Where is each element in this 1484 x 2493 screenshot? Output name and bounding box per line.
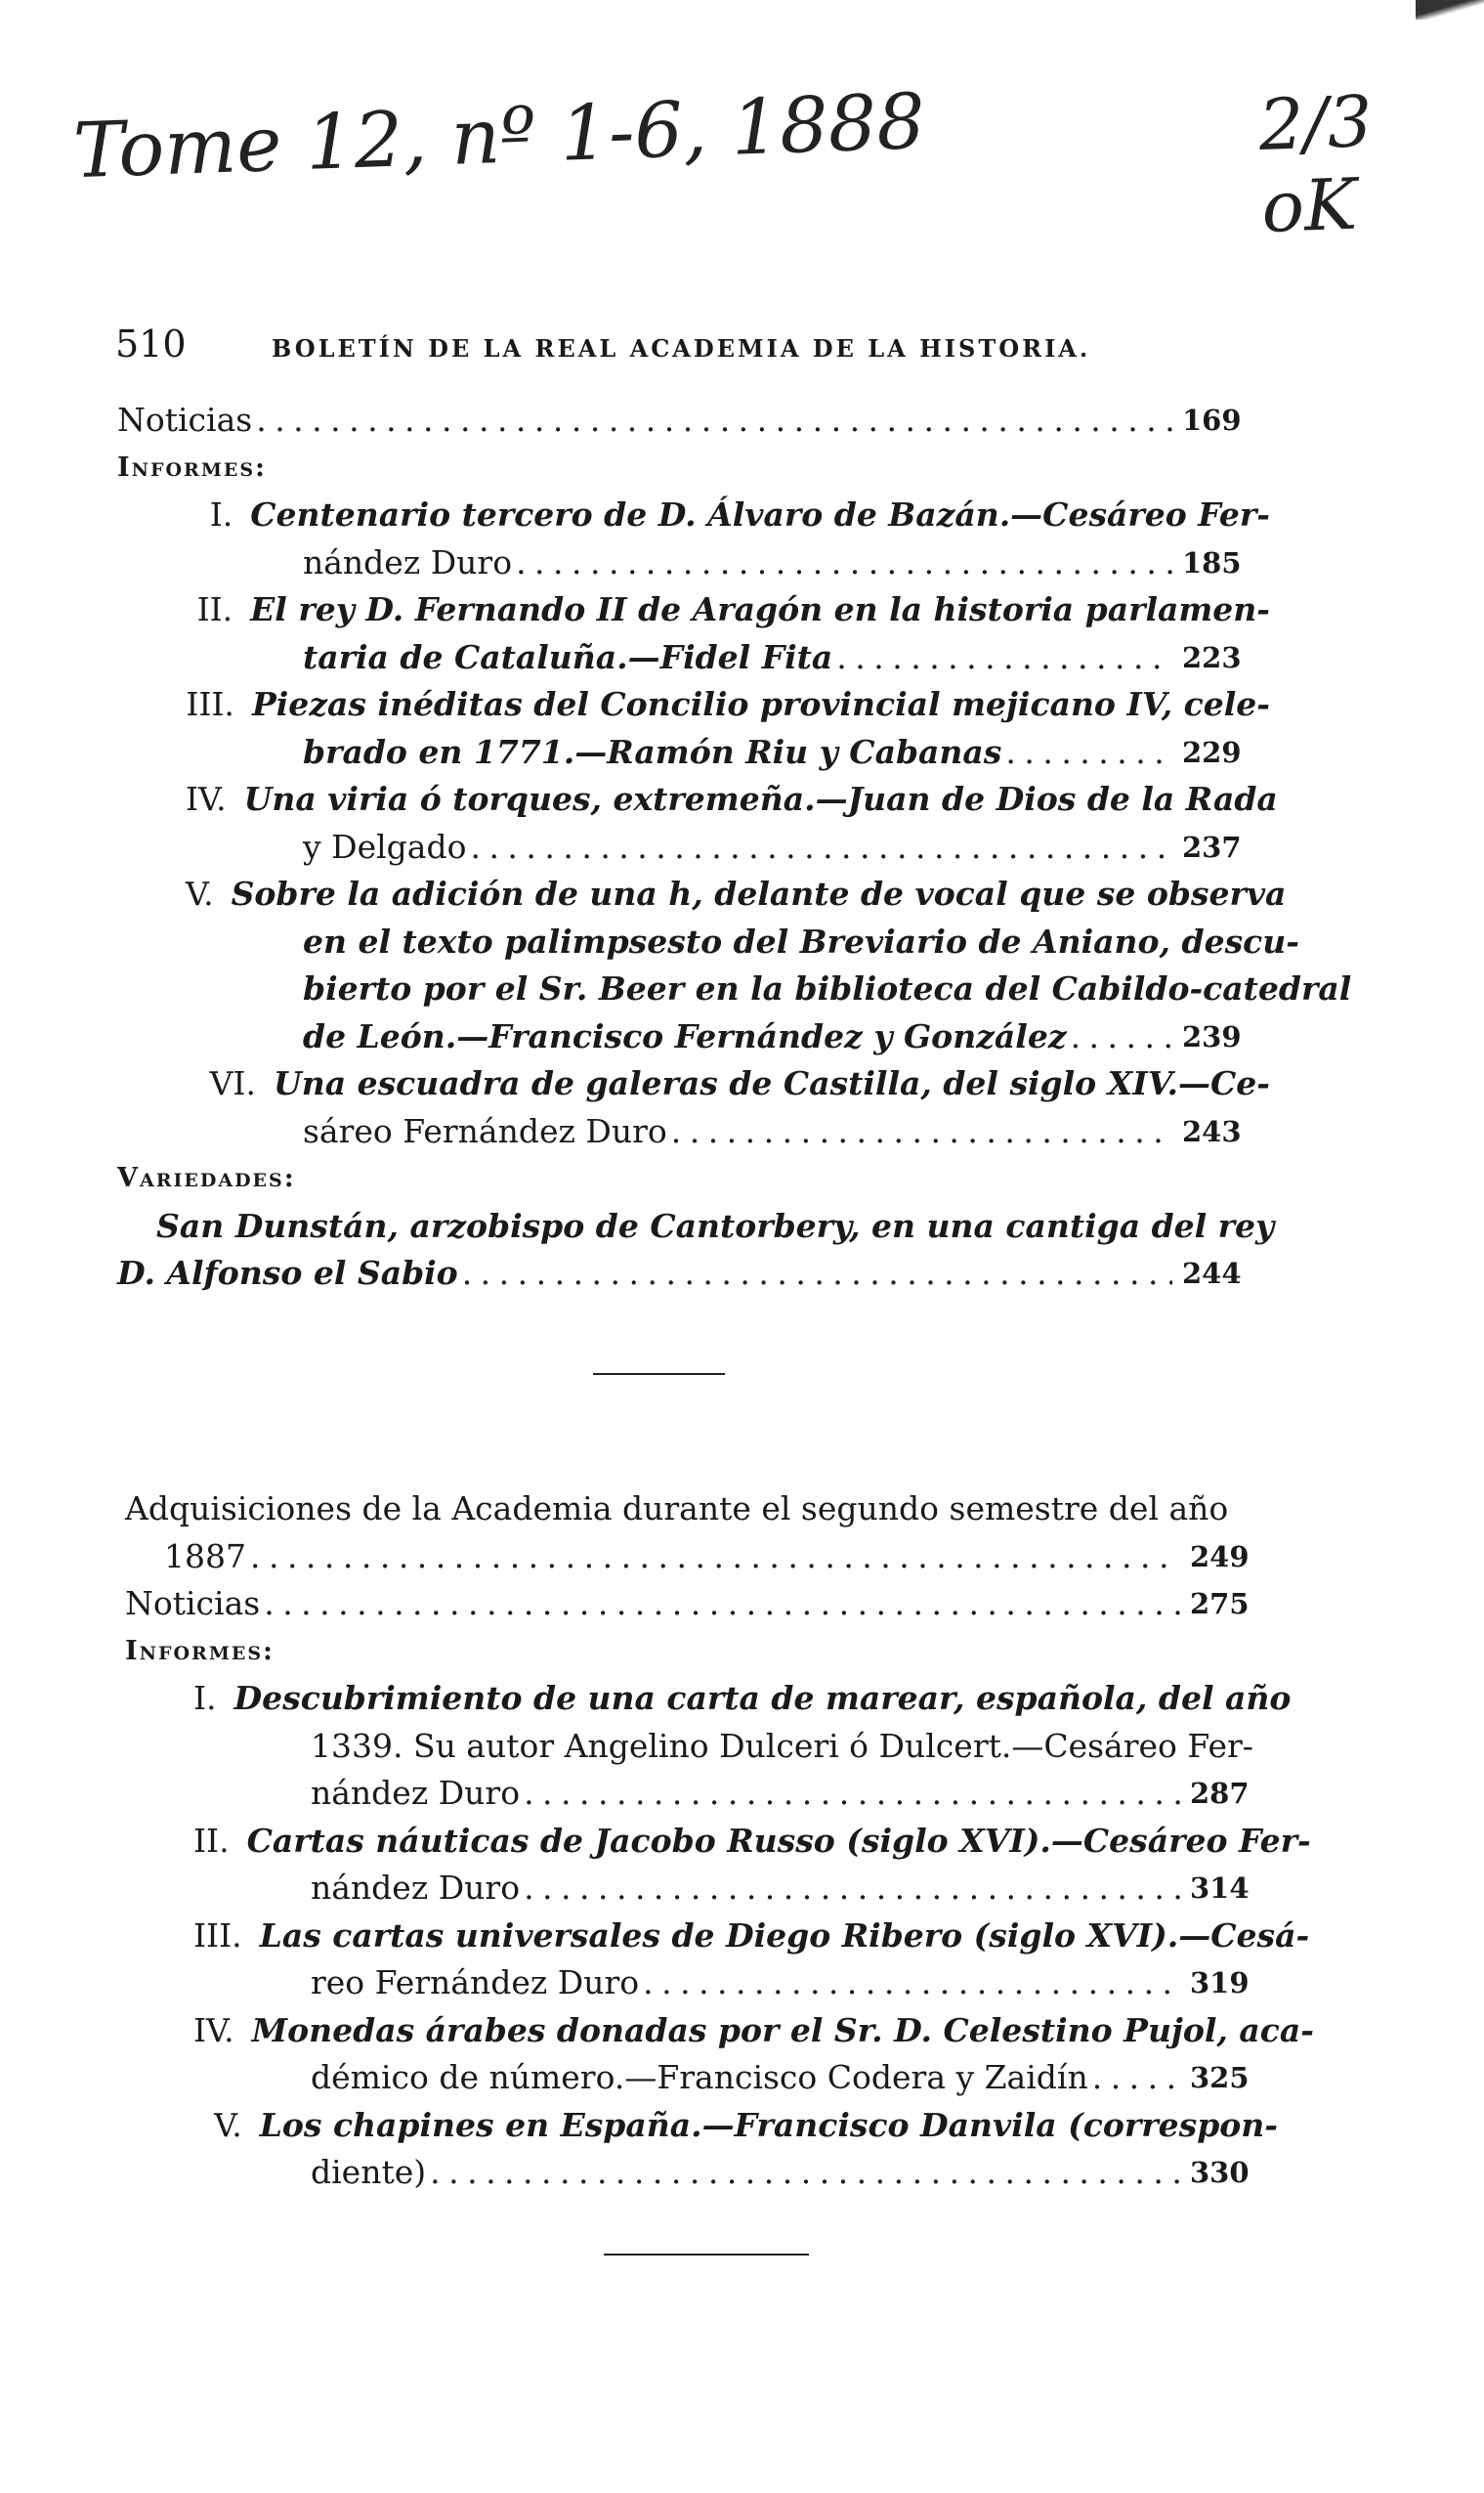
toc-entry-2-V: V. Los chapines en España.—Francisco Danvila (correspon- [214, 2105, 1278, 2144]
toc-heading-informes-2: Informes: [125, 1635, 276, 1666]
toc-page: 237 [1182, 830, 1242, 864]
scan-corner-mark [1416, 0, 1484, 20]
toc-page: 314 [1190, 1871, 1250, 1905]
toc-page: 223 [1182, 640, 1242, 674]
contents-section-1: Noticias . . . 169 Informes: I. Centenario tercero de D. Álvaro de Bazán.—Cesáreo Fer- nández Duro . . . 185 II. El rey D. Fernando II de Aragón en la historia parlamen- taria de Cataluña.—Fidel Fita . . . 223 III. Piezas inéditas del Concilio provincial mejicano IV, cele- brado en 1771.—Ramón Riu y Cabanas . . . 229 IV. Una viria ó torques, extremeña.—Juan de Dios de la Rada y Delgado . . . 237 V. Sobre la adición de una h, delante de vocal que se observa en el texto palimpsesto del Breviario de Aniano, descu- bierto por el Sr. Beer en la biblioteca del Cabildo-catedral de León.—Francisco Fernández y González . . . 239 VI. Una escuadra de galeras de Castilla, del siglo XIV.—Ce- sáreo Fernández Duro . . . 243 Variedades: San Dunstán, arzobispo de Cantorbery, en una cantiga del rey D. Alfonso el Sabio . . . 244 [117, 397, 1270, 1298]
toc-entry-noticias: Noticias . . . 169 [117, 397, 1270, 445]
journal-title: BOLETÍN DE LA REAL ACADEMIA DE LA HISTORIA. [272, 334, 1091, 363]
toc-page: 239 [1182, 1019, 1242, 1053]
section-divider-end [604, 2254, 809, 2256]
toc-page: 244 [1182, 1257, 1242, 1290]
toc-entry-1-II: II. El rey D. Fernando II de Aragón en la historia parlamen- [196, 590, 1270, 628]
toc-entry-adquisiciones: Adquisiciones de la Academia durante el segundo semestre del año [125, 1489, 1229, 1527]
toc-entry-variedades: San Dunstán, arzobispo de Cantorbery, en una cantiga del rey [156, 1206, 1275, 1245]
toc-page: 287 [1190, 1777, 1250, 1810]
section-divider [593, 1373, 725, 1375]
toc-page: 249 [1190, 1539, 1250, 1573]
toc-entry-1-III: III. Piezas inéditas del Concilio provincial mejicano IV, cele- [186, 685, 1270, 723]
toc-page: 243 [1182, 1114, 1242, 1148]
running-header [115, 322, 1190, 365]
handwritten-check-note: 2/3 oK [1257, 80, 1374, 248]
toc-entry-2-I: I. Descubrimiento de una carta de marear, española, del año [193, 1679, 1292, 1717]
toc-page: 185 [1182, 545, 1242, 580]
handwritten-volume-note: Tome 12, nº 1-6, 1888 [71, 77, 927, 196]
toc-entry-1-VI: VI. Una escuadra de galeras de Castilla, del siglo XIV.—Ce- [209, 1064, 1270, 1102]
toc-page: 229 [1182, 735, 1242, 769]
toc-page: 319 [1190, 1966, 1250, 1999]
toc-entry-noticias-2: Noticias . . . 275 [125, 1580, 1278, 1628]
toc-heading-informes: Informes: [117, 451, 268, 483]
toc-page: 330 [1190, 2156, 1250, 2189]
toc-heading-variedades: Variedades: [117, 1163, 296, 1193]
toc-entry-1-I: I. Centenario tercero de D. Álvaro de Bazán.—Cesáreo Fer- [117, 492, 1270, 539]
toc-entry-2-III: III. Las cartas universales de Diego Ribero (siglo XVI).—Cesá- [193, 1915, 1310, 1955]
toc-page: 275 [1190, 1587, 1250, 1620]
toc-page: 169 [1182, 404, 1242, 437]
toc-entry-1-V: V. Sobre la adición de una h, delante de vocal que se observa [186, 875, 1287, 913]
toc-entry-1-IV: IV. Una viria ó torques, extremeña.—Juan de Dios de la Rada [186, 780, 1278, 818]
page-number: 510 [115, 322, 187, 365]
toc-entry-2-II: II. Cartas náuticas de Jacobo Russo (siglo XVI).—Cesáreo Fer- [193, 1821, 1311, 1860]
contents-section-2: Adquisiciones de la Academia durante el segundo semestre del año 1887 . . . 249 Noticias . . . 275 Informes: I. Descubrimiento de una carta de marear, española, del año 1339. Su autor Angelino Dulceri ó Dulcert.—Cesáreo Fer- nández Duro . . . 287 II. Cartas náuticas de Jacobo Russo (siglo XVI).—Cesáreo Fer- nández Duro . . . 314 III. Las cartas universales de Diego Ribero (siglo XVI).—Cesá- reo Fernández Duro . . . 319 IV. Monedas árabes donadas por el Sr. D. Celestino Pujol, aca- démico de número.—Francisco Codera y Zaidín . . . 325 V. Los chapines en España.—Francisco Danvila (correspon- diente) . . . 330 [125, 1485, 1278, 2197]
toc-entry-2-IV: IV. Monedas árabes donadas por el Sr. D. Celestino Pujol, aca- [193, 2010, 1314, 2049]
toc-page: 325 [1190, 2061, 1250, 2094]
entry-line: Centenario tercero de D. Álvaro de Bazán.—Cesáreo Fer- [250, 495, 1270, 534]
